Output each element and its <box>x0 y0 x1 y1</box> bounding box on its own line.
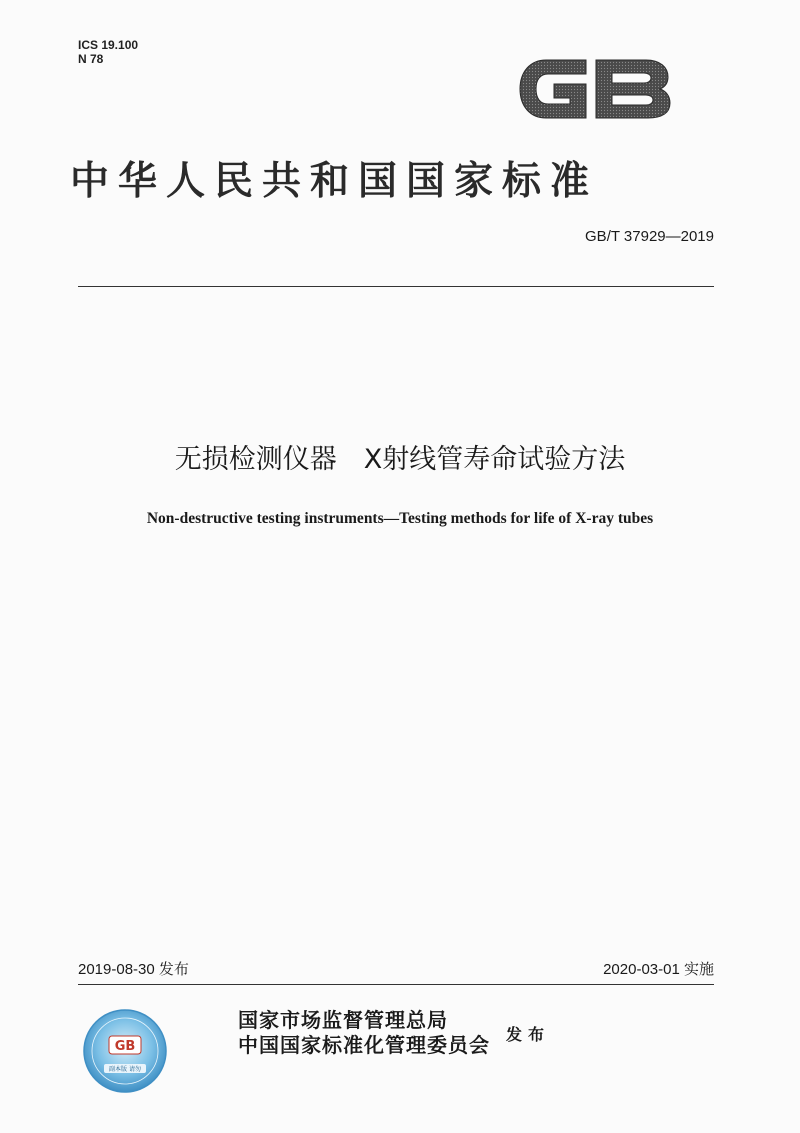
ics-code: ICS 19.100 <box>78 38 139 52</box>
issue-date: 2019-08-30 发布 <box>78 961 189 978</box>
issuing-authorities <box>238 1008 490 1058</box>
bottom-divider <box>78 984 714 985</box>
chinese-title: 无损检测仪器 X射线管寿命试验方法 <box>174 444 626 475</box>
stamp-logo: GB <box>114 1039 136 1054</box>
top-divider <box>78 286 714 287</box>
issuer-sac: 中国国家标准化管理委员会 <box>238 1033 490 1057</box>
anti-counterfeit-stamp-icon <box>82 1008 168 1094</box>
gb-logo-icon <box>516 52 674 126</box>
ccs-code: N 78 <box>78 52 104 66</box>
national-standard-heading: 中华人民共和国国家标准 <box>70 159 599 204</box>
standard-number: GB/T 37929—2019 <box>585 228 714 245</box>
english-title: Non-destructive testing instruments—Testing methods for life of X-ray tubes <box>146 510 654 527</box>
publish-label: 发布 <box>506 1025 551 1044</box>
implementation-date: 2020-03-01 实施 <box>603 961 714 978</box>
stamp-label: 副本版 请勿 <box>109 1066 141 1073</box>
issuer-samr: 国家市场监督管理总局 <box>238 1008 448 1032</box>
classification-codes <box>78 38 138 66</box>
